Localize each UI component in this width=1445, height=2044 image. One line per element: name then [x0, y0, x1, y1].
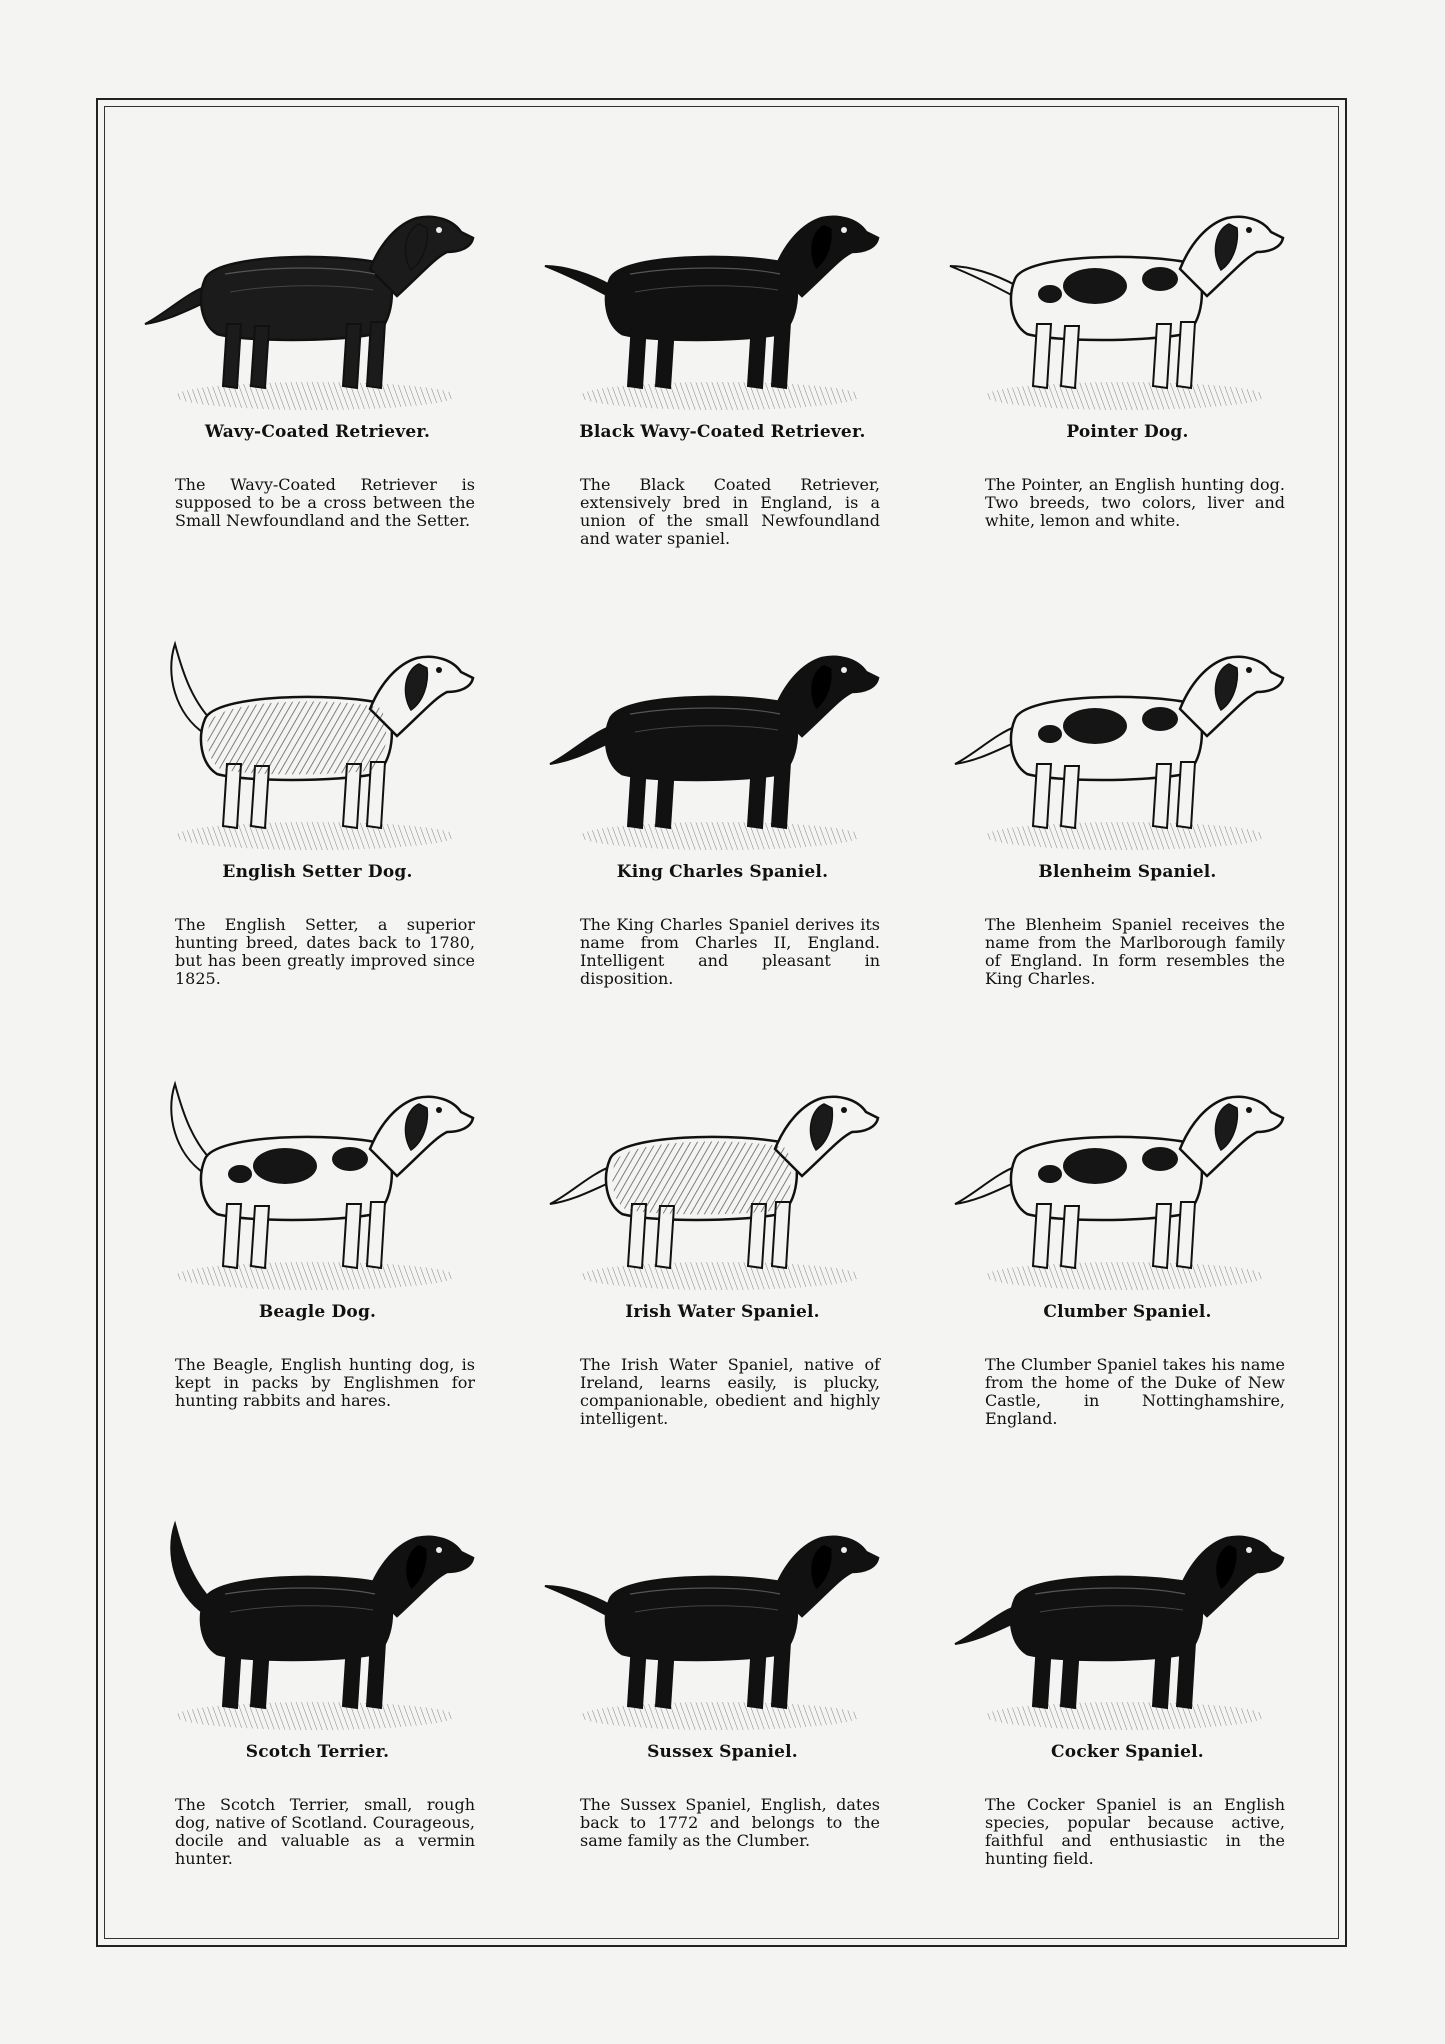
leg-shape: [656, 766, 674, 828]
leg-shape: [251, 766, 269, 828]
cocker-spaniel-illustration: [945, 1494, 1295, 1739]
breed-entry: [520, 150, 925, 590]
breed-caption: Beagle Dog.: [258, 1302, 377, 1322]
leg-shape: [772, 1202, 790, 1268]
breed-description: The Black Coated Retriever, extensively bred in England, is a union of the small Newfoundland and water spaniel.: [580, 475, 880, 548]
ground-shadow: [175, 1702, 455, 1730]
coat-texture: [207, 702, 386, 775]
breed-description: The English Setter, a superior hunting breed, dates back to 1780, but has been greatly improved since 1825.: [175, 915, 475, 988]
pointer-illustration: [945, 174, 1295, 419]
clumber-spaniel-illustration: [945, 1054, 1295, 1299]
leg-shape: [1177, 322, 1195, 388]
eye-mark: [1246, 1107, 1252, 1113]
leg-shape: [223, 1644, 241, 1708]
black-retriever-illustration-svg: [540, 174, 890, 419]
leg-shape: [748, 1204, 766, 1268]
ground-shadow: [580, 1702, 860, 1730]
leg-shape: [656, 1646, 674, 1708]
breed-entry: [520, 590, 925, 1030]
ground-shadow: [985, 382, 1265, 410]
leg-shape: [772, 1642, 790, 1708]
ground-shadow: [175, 1262, 455, 1290]
ground-shadow: [580, 1262, 860, 1290]
eye-mark: [436, 1107, 442, 1113]
eye-mark: [841, 667, 847, 673]
irish-water-spaniel-illustration-svg: [540, 1054, 890, 1299]
breed-caption: Clumber Spaniel.: [1043, 1302, 1212, 1322]
leg-shape: [1153, 1644, 1171, 1708]
breed-entry: [925, 590, 1330, 1030]
coat-spot: [1038, 725, 1062, 743]
leg-shape: [251, 1646, 269, 1708]
leg-shape: [367, 1202, 385, 1268]
coat-spot: [1038, 1165, 1062, 1183]
eye-mark: [436, 227, 442, 233]
breed-caption: English Setter Dog.: [222, 862, 413, 882]
breed-entry: [925, 1030, 1330, 1470]
breed-description: The Beagle, English hunting dog, is kept in packs by Englishmen for hunting rabbits and hares.: [175, 1355, 475, 1410]
breed-caption: Scotch Terrier.: [245, 1742, 390, 1762]
king-charles-spaniel-illustration-svg: [540, 614, 890, 859]
leg-shape: [748, 1644, 766, 1708]
beagle-illustration-svg: [135, 1054, 485, 1299]
breed-description: The King Charles Spaniel derives its name from Charles II, England. Intelligent and pleasant in disposition.: [580, 915, 880, 988]
ground-shadow: [985, 1702, 1265, 1730]
breed-caption: Irish Water Spaniel.: [625, 1302, 820, 1322]
breed-caption: Cocker Spaniel.: [1051, 1742, 1204, 1762]
leg-shape: [1061, 1206, 1079, 1268]
breed-entry: [115, 1470, 520, 1910]
breed-entry: [115, 150, 520, 590]
ground-shadow: [985, 822, 1265, 850]
leg-shape: [223, 1204, 241, 1268]
leg-shape: [367, 1642, 385, 1708]
ground-shadow: [175, 382, 455, 410]
breed-caption: Sussex Spaniel.: [647, 1742, 798, 1762]
leg-shape: [1153, 1204, 1171, 1268]
dog-breed-grid: [115, 150, 1330, 1910]
breed-caption: Pointer Dog.: [1066, 422, 1189, 442]
scotch-terrier-illustration-svg: [135, 1494, 485, 1739]
breed-caption: King Charles Spaniel.: [616, 862, 829, 882]
coat-spot: [1063, 708, 1127, 744]
breed-description: The Sussex Spaniel, English, dates back to 1772 and belongs to the same family as the Clumber.: [580, 1795, 880, 1850]
leg-shape: [628, 1204, 646, 1268]
leg-shape: [251, 326, 269, 388]
sussex-spaniel-illustration-svg: [540, 1494, 890, 1739]
breed-entry: [115, 590, 520, 1030]
coat-spot: [1142, 707, 1178, 731]
leg-shape: [628, 764, 646, 828]
coat-spot: [253, 1148, 317, 1184]
blenheim-spaniel-illustration: [945, 614, 1295, 859]
leg-shape: [628, 324, 646, 388]
leg-shape: [1153, 324, 1171, 388]
leg-shape: [1061, 326, 1079, 388]
leg-shape: [1061, 766, 1079, 828]
tail-shape: [545, 1586, 612, 1618]
cocker-spaniel-illustration-svg: [945, 1494, 1295, 1739]
eye-mark: [841, 227, 847, 233]
leg-shape: [1061, 1646, 1079, 1708]
breed-entry: [925, 150, 1330, 590]
breed-entry: [925, 1470, 1330, 1910]
breed-description: The Pointer, an English hunting dog. Two breeds, two colors, liver and white, lemon and white.: [985, 475, 1285, 530]
breed-description: The Clumber Spaniel takes his name from the home of the Duke of New Castle, in Nottinghamshire, England.: [985, 1355, 1285, 1428]
leg-shape: [1153, 764, 1171, 828]
leg-shape: [1177, 1202, 1195, 1268]
breed-description: The Wavy-Coated Retriever is supposed to be a cross between the Small Newfoundland and the Setter.: [175, 475, 475, 530]
leg-shape: [1177, 1642, 1195, 1708]
breed-description: The Scotch Terrier, small, rough dog, native of Scotland. Courageous, docile and valuable as a vermin hunter.: [175, 1795, 475, 1868]
sussex-spaniel-illustration: [540, 1494, 890, 1739]
eye-mark: [841, 1107, 847, 1113]
blenheim-spaniel-illustration-svg: [945, 614, 1295, 859]
tail-shape: [950, 266, 1017, 298]
leg-shape: [251, 1206, 269, 1268]
irish-water-spaniel-illustration: [540, 1054, 890, 1299]
leg-shape: [1033, 1644, 1051, 1708]
coat-spot: [1038, 285, 1062, 303]
breed-caption: Blenheim Spaniel.: [1038, 862, 1217, 882]
eye-mark: [436, 1547, 442, 1553]
leg-shape: [1033, 1204, 1051, 1268]
leg-shape: [772, 762, 790, 828]
coat-spot: [332, 1147, 368, 1171]
ground-shadow: [985, 1262, 1265, 1290]
breed-description: The Blenheim Spaniel receives the name from the Marlborough family of England. In form resembles the King Charles.: [985, 915, 1285, 988]
leg-shape: [1033, 324, 1051, 388]
leg-shape: [343, 1644, 361, 1708]
breed-entry: [520, 1030, 925, 1470]
black-retriever-illustration: [540, 174, 890, 419]
leg-shape: [343, 764, 361, 828]
leg-shape: [1033, 764, 1051, 828]
breed-caption: Wavy-Coated Retriever.: [204, 422, 431, 442]
breed-description: The Cocker Spaniel is an English species, popular because active, faithful and enthusiastic in the hunting field.: [985, 1795, 1285, 1868]
breed-caption: Black Wavy-Coated Retriever.: [579, 422, 866, 442]
leg-shape: [223, 324, 241, 388]
leg-shape: [223, 764, 241, 828]
clumber-spaniel-illustration-svg: [945, 1054, 1295, 1299]
ground-shadow: [580, 382, 860, 410]
eye-mark: [1246, 1547, 1252, 1553]
retriever-illustration-svg: [135, 174, 485, 419]
ground-shadow: [175, 822, 455, 850]
breed-description: The Irish Water Spaniel, native of Ireland, learns easily, is plucky, companionable, obedient and highly intelligent.: [580, 1355, 880, 1428]
leg-shape: [772, 322, 790, 388]
coat-spot: [228, 1165, 252, 1183]
eye-mark: [1246, 667, 1252, 673]
leg-shape: [1177, 762, 1195, 828]
leg-shape: [656, 1206, 674, 1268]
pointer-illustration-svg: [945, 174, 1295, 419]
eye-mark: [1246, 227, 1252, 233]
coat-spot: [1063, 268, 1127, 304]
scotch-terrier-illustration: [135, 1494, 485, 1739]
leg-shape: [367, 762, 385, 828]
tail-shape: [545, 266, 612, 298]
leg-shape: [748, 324, 766, 388]
leg-shape: [748, 764, 766, 828]
coat-texture: [612, 1142, 791, 1215]
coat-spot: [1142, 267, 1178, 291]
leg-shape: [343, 324, 361, 388]
beagle-illustration: [135, 1054, 485, 1299]
coat-spot: [1063, 1148, 1127, 1184]
leg-shape: [628, 1644, 646, 1708]
leg-shape: [656, 326, 674, 388]
setter-illustration: [135, 614, 485, 859]
ground-shadow: [580, 822, 860, 850]
king-charles-spaniel-illustration: [540, 614, 890, 859]
eye-mark: [841, 1547, 847, 1553]
leg-shape: [367, 322, 385, 388]
coat-spot: [1142, 1147, 1178, 1171]
eye-mark: [436, 667, 442, 673]
breed-entry: [115, 1030, 520, 1470]
leg-shape: [343, 1204, 361, 1268]
setter-illustration-svg: [135, 614, 485, 859]
breed-entry: [520, 1470, 925, 1910]
retriever-illustration: [135, 174, 485, 419]
